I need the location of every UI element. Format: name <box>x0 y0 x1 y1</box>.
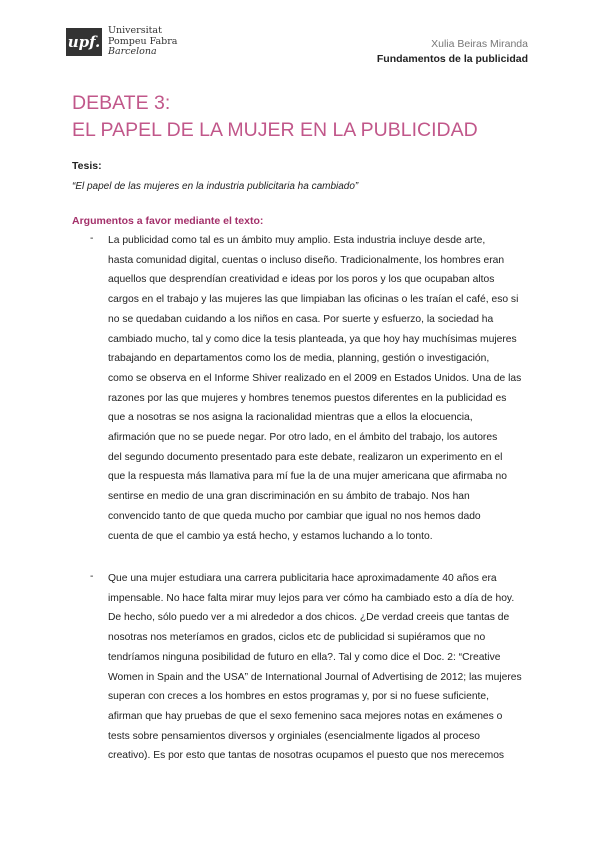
logo-line-1: Universitat <box>108 25 162 36</box>
paragraph-line: hasta comunidad digital, cuentas o incluso diseño. Tradicionalmente, los hombres eran <box>108 254 505 266</box>
paragraph-line: superan con creces a los hombres en estos programas y, por si no fuese suficiente, <box>108 691 489 703</box>
paragraph-line: aquellos que desprendían creatividad e ideas por los poros y los que ocupaban altos <box>108 274 495 286</box>
paragraph-line: tests sobre pensamientos diversos y orginiales (esencialmente ligados al proceso <box>108 730 481 742</box>
paragraph-line: del segundo documento presentado para este debate, realizaron un experimento en el <box>108 451 503 463</box>
paragraph-line: como se observa en el Informe Shiver realizado en el 2009 en Estados Unidos. Una de las <box>108 372 522 384</box>
paragraph-line: La publicidad como tal es un ámbito muy amplio. Esta industria incluye desde arte, <box>108 235 486 246</box>
title-line-2: EL PAPEL DE LA MUJER EN LA PUBLICIDAD <box>72 119 478 141</box>
paragraph-line: De hecho, sólo puedo ver a mi alrededor a dos chicos. ¿De verdad creeis que tantas de <box>108 612 510 624</box>
course-name: Fundamentos de la publicidad <box>376 53 528 65</box>
paragraph-line: tendríamos ninguna posibilidad de futuro en ella?. Tal y como dice el Doc. 2: “Creative <box>108 651 501 663</box>
paragraph-line: creativo). Es por esto que tantas de nosotras ocupamos el puesto que nos merecemos <box>108 750 505 762</box>
paragraph-line: cambiado mucho, tal y como dice la tesis planteada, ya que hoy hay muchísimas mujeres <box>108 333 517 345</box>
paragraph-line: que a nosotras se nos asigna la racionalidad mientras que a ellos la elocuencia, <box>108 412 473 424</box>
paragraph-line: cargos en el trabajo y las mujeres las que limpiaban las oficinas o les traían el café, eso si <box>108 294 519 306</box>
paragraph-line: nosotras nos meteríamos en grados, ciclos etc de publicidad si supiéramos que no <box>108 632 486 644</box>
university-logo <box>66 26 177 58</box>
author-name: Xulia Beiras Miranda <box>431 38 528 50</box>
page-title <box>72 90 478 144</box>
paragraph-line: afirman que hay pruebas de que el sexo femenino saca mejores notas en exámenes o <box>108 710 503 722</box>
paragraph-line: afirmación que no se puede negar. Por otro lado, en el ámbito del trabajo, los autores <box>108 432 498 444</box>
paragraph-line: trabajando en departamentos como los de media, planning, gestión o investigación, <box>108 353 490 365</box>
paragraph-line: no se quedaban cuidando a los niños en casa. Por suerte y esfuerzo, la sociedad ha <box>108 313 494 325</box>
paragraph-line: Que una mujer estudiara una carrera publicitaria hace aproximadamente 40 años era <box>108 573 497 584</box>
paragraph-line: Women in Spain and the USA” de International Journal of Advertising de 2012; las mujeres <box>108 671 522 683</box>
bullet-dash: - <box>90 233 94 244</box>
argument-paragraph-2 <box>108 569 533 766</box>
title-line-1: DEBATE 3: <box>72 92 171 114</box>
paragraph-line: impensable. No hace falta mirar muy lejos para ver cómo ha cambiado esto a día de hoy. <box>108 592 515 604</box>
logo-line-3: Barcelona <box>108 46 157 57</box>
paragraph-line: cuenta de que el cambio ya está hecho, y estamos luchando a lo tonto. <box>108 530 433 542</box>
bullet-dash: - <box>90 571 94 582</box>
paragraph-line: convencido tanto de que queda mucho por cambiar que igual no nos hemos dado <box>108 510 481 522</box>
arguments-heading: Argumentos a favor mediante el texto: <box>72 215 264 227</box>
paragraph-line: que la respuesta más llamativa para mí fue la de una mujer americana que afirmaba no <box>108 471 507 483</box>
paragraph-line: sentirse en medio de una gran discriminación en su ámbito de trabajo. Nos han <box>108 491 470 503</box>
upf-logo-mark: upf. <box>66 28 102 56</box>
paragraph-line: razones por las que mujeres y hombres tenemos puestos diferentes en la publicidad es <box>108 392 507 404</box>
thesis-label: Tesis: <box>72 160 102 172</box>
argument-paragraph-1 <box>108 231 533 546</box>
thesis-quote: “El papel de las mujeres en la industria publicitaria ha cambiado” <box>72 181 359 192</box>
document-header <box>377 37 528 67</box>
logo-line-2: Pompeu Fabra <box>108 35 178 47</box>
university-name <box>108 26 177 58</box>
